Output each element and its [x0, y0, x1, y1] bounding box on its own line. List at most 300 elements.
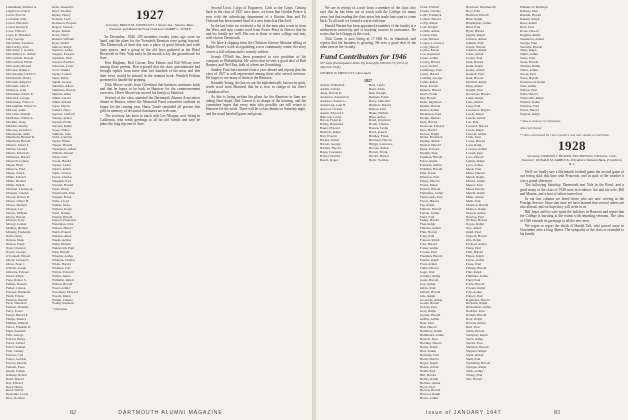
list-item: Miller, Neil R. — [6, 182, 26, 187]
list-item: Turner, Arthur — [52, 167, 71, 172]
list-item: Sullivan, John — [52, 131, 71, 136]
list-item: Towle, Harold — [52, 159, 71, 164]
list-item: Hart, Arthur — [420, 348, 437, 353]
list-item: Briggs, Lawrence — [369, 142, 393, 147]
list-item: Lucy, George — [6, 36, 24, 41]
list-item: Thompson, Alfred — [52, 147, 77, 152]
list-item: Cooper, Lawrence — [420, 40, 445, 45]
class-notes-text — [100, 35, 200, 127]
list-item: Ellis, Frank — [420, 171, 436, 176]
list-item: Coburn, Harold — [420, 16, 441, 21]
list-item: Jewett, Harold — [466, 44, 486, 49]
list-item: Rollins, Harold — [466, 313, 487, 318]
list-item: Cutler, Ralph — [420, 80, 438, 85]
list-item: Brooks, Arthur — [369, 146, 389, 151]
magazine-title: DARTMOUTH ALUMNI MAGAZINE — [118, 410, 223, 416]
list-item: Brown, Frank — [369, 150, 388, 155]
list-item: Daniels, Harold — [420, 88, 441, 93]
list-item: Loveland, John — [6, 16, 27, 21]
paragraph: Bill Jones and his wife spent the holidays in Hanover and report that the College is bursting at the seams with returning veterans. The class of 1928 extends its greetings to all the new men. — [520, 210, 624, 223]
list-item: Stone, Walter — [52, 127, 70, 132]
list-item: Gould, Harold — [420, 301, 440, 306]
list-item: Clarke, Charles — [420, 8, 441, 13]
list-item: Schwartz, Louis — [52, 64, 74, 69]
list-item: Bennett, Frank — [369, 94, 389, 99]
list-item: Farnsworth, Paul — [420, 194, 443, 199]
list-item: Weeks, Arthur — [52, 238, 71, 243]
list-item: Hoyt, Paul — [466, 8, 481, 13]
list-item: Lang, Paul — [466, 103, 481, 108]
list-item: Madden, Wesley — [6, 123, 29, 128]
list-item: Jordan, Paul — [466, 56, 483, 61]
list-item: Stearns, Frank — [52, 119, 72, 124]
list-item: Miles, Arthur — [466, 194, 484, 199]
list-item: Wood, Harold — [520, 107, 539, 112]
list-item: Lee, Paul — [466, 119, 479, 124]
list-item: Hill, Harold — [420, 372, 436, 377]
list-item: McCready, Russell — [6, 64, 32, 69]
list-item: Leonard, Harold — [466, 123, 488, 128]
list-item: Pond, Paul — [466, 277, 481, 282]
list-item: Anderson, Kenneth R. — [320, 94, 350, 99]
list-item: Cox, Raymond — [420, 52, 440, 57]
list-item: Rogers, Vernon — [52, 24, 73, 29]
list-item: Fisher, Harold — [420, 218, 439, 223]
list-item: Fuller, Harold — [420, 265, 439, 270]
list-item: Howard, Ralph — [420, 392, 441, 397]
list-item: Foss, Harold — [420, 242, 437, 247]
list-item: Stevens, Ralph — [52, 123, 72, 128]
list-item: Wheeler, Arthur — [52, 254, 74, 259]
list-item: Lovett, Harold E. — [6, 20, 30, 25]
list-item: Eastman, Harold — [420, 155, 443, 160]
list-item: McCarthy, J. Gordon — [6, 48, 34, 53]
list-item: Dole, Harold — [420, 119, 438, 124]
list-item: Reynolds, Lewis — [6, 392, 29, 397]
list-item: Field, Paul — [420, 214, 435, 219]
list-item: Dwight, Paul — [420, 151, 438, 156]
list-item: Tucker, Lester — [52, 163, 71, 168]
list-item: Smith, Roland — [52, 99, 72, 104]
list-item: Read, Henry — [6, 384, 23, 389]
list-item: Weld, Harold — [520, 91, 538, 96]
list-item: Quinn, Joseph — [6, 368, 25, 373]
list-item: Palmer, Donald — [6, 281, 27, 286]
list-item: Cross, Robert — [420, 64, 439, 69]
list-item: Mansfield, Harold — [6, 139, 31, 144]
list-item: Johnson, Ralph — [466, 48, 487, 53]
list-item: Meserve, Fred — [6, 167, 26, 172]
class-list-column-1 — [6, 6, 50, 404]
list-item: Patch, Edwin — [6, 293, 24, 298]
list-item: Griffin, Arthur — [420, 317, 440, 322]
list-item: Merrill, Ralph — [466, 190, 485, 195]
contributed-note: Also contributed — [520, 125, 542, 130]
list-item: Lyman, Ralph — [466, 159, 485, 164]
list-item: Keith, Ralph — [466, 64, 483, 69]
list-item: O'Neill, Joseph — [6, 265, 27, 270]
list-item: Safford, Ralph — [52, 44, 72, 49]
list-item: Ramsey, Robert — [6, 372, 28, 377]
list-item: Gardner, Ralph — [420, 273, 441, 278]
list-item: Sewall, Paul — [466, 341, 483, 346]
list-item: Riley, Thomas — [52, 8, 72, 13]
list-item: Taylor, Elmer — [52, 139, 71, 144]
list-item: Scott, Walker — [52, 68, 70, 73]
list-item: Winslow, Paul — [520, 103, 540, 108]
list-item: Bates, Lawrence — [320, 150, 342, 155]
list-item: Lorch, Fred W. — [6, 12, 26, 17]
list-item: Eldridge, Harold — [420, 167, 443, 172]
list-item: Mullins, Herbert — [6, 226, 28, 231]
list-item: Sawtelle, Harold — [520, 44, 543, 49]
list-item: Pollard, Henry — [6, 337, 26, 342]
class-notes-continued — [206, 6, 306, 404]
list-item: Packard, Arthur — [466, 242, 487, 247]
list-item: Harding, Harold — [420, 341, 442, 346]
list-item: Patten, Ralph — [466, 254, 484, 259]
list-item: Kendall, Paul — [466, 72, 484, 77]
list-item: Goodwin, Arthur — [420, 297, 443, 302]
list-item: Rowe, Harold — [520, 28, 539, 33]
list-item: Corey, Harold — [420, 44, 439, 49]
list-item: Davis, Frank — [420, 91, 438, 96]
list-item: Nye, Arthur — [466, 226, 482, 231]
list-item: Gibbs, Paul — [420, 285, 436, 290]
list-item: Lyon, Arthur — [466, 163, 484, 168]
list-item: Slade, Arthur — [466, 352, 484, 357]
list-item: Dorr, Harold — [420, 127, 437, 132]
list-item: Frost, Arthur — [420, 261, 438, 266]
list-item: Warren, Frederick — [52, 218, 76, 223]
list-item: Shaw, Ralph — [520, 48, 537, 53]
list-item: Harris, Ralph — [420, 344, 438, 349]
list-item: Putnam, W. Rudolph — [520, 6, 548, 9]
list-item: Tracy, Harold — [520, 76, 539, 81]
list-item: Everett, Harold — [420, 186, 441, 191]
list-item: McClelland, C. Arthur — [6, 52, 36, 57]
list-item: Underwood, Ralph — [520, 80, 546, 85]
list-item: Richardson, Arthur — [466, 305, 492, 310]
paragraph: Dick Moore writes from Cleveland that business continues brisk and that he hopes to be back in Hanover for the commencement exercises. Oliver Moore has moved his family to Hartford. — [100, 82, 200, 96]
list-item: Hanson, Paul — [420, 337, 438, 342]
list-item: Atwood, Charles — [320, 106, 343, 111]
paragraph: Ken Brigham, Red Carson, Don Palmer and Bill Wilson were among those present. Don reported that the class questionnaire had brought replies from more than two hundred of the men, and that their news would be printed in the reunion book. Wendell Perkins promised to handle the printing. — [100, 60, 200, 82]
class-officers-1928: Secretary, OSMOND J. BUTLER, Pine Hill Farm, Old Lyme, Conn. Treasurer: DONALD M. ZARBOCK, Providence National Bank, Providence, R. I. — [521, 154, 623, 167]
list-item: Marble, Donald — [6, 147, 27, 152]
list-item: Vincent, Harold — [52, 182, 74, 187]
paragraph: Nick Carter is now living at 17 Hill St., in Stamford, and reports that his business is growing. He sees a good deal of the other men in the vicinity. — [320, 36, 416, 50]
list-item: Rowe, Harry — [52, 32, 70, 37]
list-item: Bell, Dwight — [369, 90, 387, 95]
paragraph: We regret to report the death of Harold Taft, who passed away in November after a long illness. The sympathy of the class is extended to his family. — [520, 223, 624, 236]
paragraph: The secretary has been in touch with Lee Morgan, now living in California, who sends greetings to all his old friends and says he plans the long trip east in June. — [100, 113, 200, 127]
list-item: Sherman, Albert — [52, 84, 74, 89]
list-item: Paine, Paul — [466, 246, 481, 251]
deceased-note: * Deceased. — [52, 307, 68, 312]
list-item: Hammond, Arthur — [420, 333, 445, 338]
list-item: Bradley, Frank — [369, 134, 389, 139]
list-item: McLean, Allen — [6, 107, 26, 112]
list-item: Hale, Paul — [420, 321, 434, 326]
list-item: Owen, Ralph — [6, 273, 24, 278]
list-item: Cole, Dwight — [420, 24, 438, 29]
list-item: Wade, Henry — [52, 186, 70, 191]
list-item: Wyman, Ralph — [520, 111, 540, 116]
list-item: Swift, Carleton — [52, 135, 73, 140]
list-item: Payne, Arthur — [466, 258, 485, 262]
list-item: Gray, Ralph — [420, 309, 436, 314]
list-item: Greene, Harold — [420, 313, 441, 318]
fund-contributors-list — [320, 84, 416, 163]
list-item: Flint, Harold — [420, 230, 438, 235]
list-item: Sanborn, Leslie — [52, 48, 73, 53]
list-item: Bowen, Leslie — [369, 126, 389, 131]
list-item: Pratt, Stanley — [6, 348, 24, 353]
paragraph: We have a clipping from the Christian Science Monitor telling of Ralph Owen's work in organizing a new community center; the story covers a full column and is warmly written. — [206, 41, 306, 54]
list-item: Pierce, Franklin D. — [6, 325, 32, 330]
list-item: Dunbar, Harold — [420, 143, 441, 148]
list-item: Plummer, Arthur — [466, 273, 489, 278]
list-item: Luce, Harold — [466, 155, 484, 160]
list-item: Rand, Harold — [6, 376, 24, 381]
list-item: McLellan, Dwight — [6, 111, 31, 116]
list-item: Dudley, Arthur — [420, 139, 440, 144]
list-item: Pray, Arthur — [466, 289, 483, 294]
list-item: Wright, Chester — [52, 297, 73, 302]
list-item: Newton, Paul — [466, 214, 484, 219]
list-item: Shedd, George — [52, 80, 72, 85]
list-item: Hyde, Harold — [466, 28, 484, 33]
list-item: Swan, Harold — [520, 60, 539, 65]
list-item: Raymond, Harold — [466, 297, 490, 302]
list-item: Beal, Lewis — [369, 82, 385, 87]
list-item: Tibbetts, Robert — [52, 151, 74, 156]
list-item: Young, Kenneth — [52, 301, 74, 306]
list-item: Locke, Harold — [466, 139, 486, 144]
list-item: Odell, Paul — [466, 230, 481, 235]
list-item: Hurd, Paul — [466, 24, 481, 29]
paragraph: Well, we finally saw a Dartmouth football game the second game of our losing skid, this time with Princeton, and in spite of the weather it was a grand afternoon. — [520, 170, 624, 183]
list-item: Fellows, Harold — [420, 206, 442, 211]
list-item: Bartlett, Harold — [320, 146, 341, 151]
list-item: Nichols, Harold — [466, 218, 488, 223]
list-item: Warner, Harold — [52, 214, 73, 219]
list-item: Folsom, Ralph — [420, 238, 440, 243]
list-item: Adams, Gilbert — [320, 86, 341, 91]
list-item: Judd, Harold — [466, 60, 484, 65]
list-item: Pearson, Harold — [6, 297, 28, 302]
list-item: Day, Harold — [420, 95, 437, 100]
paragraph: In the last letter we reviewed a list of the men who wrote in from the West, and now comes word from Foster Perry in Denver that he and his family are well. His son is about to enter college and may well choose Dartmouth. — [206, 23, 306, 41]
list-item: Wagner, Frank — [52, 194, 72, 199]
list-item: Matthews, Harold — [6, 155, 30, 160]
list-item: Morton, Perry — [6, 218, 25, 223]
list-item: Saunders, Paul — [52, 56, 72, 61]
list-item: McKellar, George — [6, 95, 30, 100]
list-item: Walton, Paul — [520, 88, 537, 93]
list-item: Leach, Ralph — [466, 111, 484, 116]
list-item: Somers, Dana — [52, 107, 71, 112]
list-item: Eaton, Ralph — [420, 159, 438, 164]
list-item: Sawyer, Bernard — [52, 60, 75, 65]
list-item: Russell, William — [52, 36, 74, 41]
list-item: Hazen, Arthur — [420, 364, 439, 369]
list-item: Andrews, Robert G. — [320, 98, 347, 103]
list-item: Phelps, Dudley — [6, 317, 27, 322]
list-item: Gay, Arthur — [420, 281, 436, 286]
class-notes-1928 — [520, 6, 624, 404]
class-officers: Secretary, BRUCE M. LIPPINCOTT, 1 Sussex Ave., Newton, Mass. Treasurer and Memorial Fund Chairman: HARRY C. TOWLE — [105, 23, 195, 31]
list-item: McKenzie, Edwin E. — [6, 91, 34, 96]
list-item: Hobbs, Ralph — [420, 376, 439, 381]
list-item: Prince, Gordon — [6, 356, 27, 361]
list-item: Sargent, Edward — [52, 52, 74, 57]
list-item: Page, Robert S. — [6, 277, 27, 282]
list-item: Snow, Myron — [52, 103, 70, 108]
list-item: Hamilton, Ralph — [420, 329, 442, 334]
list-item: Whitcomb, Ralph — [520, 95, 544, 100]
list-item: Martin, Arthur — [466, 178, 486, 183]
list-item: Buck, Norman — [369, 158, 389, 163]
list-item: Wilcox, Edward — [52, 269, 74, 274]
list-item: Stanley, Arthur — [52, 115, 72, 120]
list-item: Fisk, Ralph — [420, 222, 436, 227]
list-item: Fairbanks, Arthur — [420, 190, 444, 195]
list-item: Boyd, Robert — [369, 130, 387, 135]
list-item: Crosby, Harold — [420, 60, 441, 65]
list-item: Sampson, Ralph — [466, 333, 488, 338]
list-item: Mitchell, Thomas A. — [6, 186, 34, 191]
list-item: Barrett, George — [320, 142, 341, 147]
list-item: Piper, Kenneth — [6, 329, 26, 334]
list-item: Spaulding, Harold — [466, 360, 491, 365]
list-item: Lane, Arthur — [466, 99, 483, 104]
list-item: Howe, Arthur — [420, 396, 439, 401]
list-item: Moulton, Harold — [466, 202, 489, 207]
list-item: Lincoln, Arthur — [466, 131, 487, 136]
list-item: Mongan, Charles — [6, 190, 29, 195]
list-item: Beach, Roger — [320, 158, 338, 163]
list-item: Dunn, Edward — [420, 147, 440, 152]
list-item: Norris, George — [6, 250, 26, 255]
list-item: Lippincott, Paul P. — [6, 8, 31, 13]
list-item: Kimball, Ralph — [466, 80, 487, 85]
list-item: Ingalls, Ralph — [466, 32, 485, 37]
list-item: Lindemann, Richard A. — [6, 6, 37, 9]
paragraph: In December, 1946, 105 members twenty years ago were on hand, and the plans for the Twentieth Reunion were going forward. The Dartmouth of their day was a place of good friends and wide open spaces, and a group of the old boys gathered at the Hotel Roosevelt in New York early in the month to lay the groundwork for June. — [100, 34, 200, 61]
list-item: Mayer, Hans — [6, 163, 23, 168]
list-item: Taft, Harold — [466, 376, 483, 381]
class-notes-1927 — [100, 6, 200, 404]
list-item: Reed, Wilbur — [6, 388, 24, 393]
list-item: Sabin, Harold — [466, 329, 485, 334]
list-item: McCormack, Elliott — [6, 60, 33, 65]
list-item: Fowler, Paul — [420, 250, 437, 255]
issue-label: Issue of JANUARY 1947 — [426, 410, 502, 416]
list-item: Richards, Ralph — [466, 301, 488, 306]
list-item: Sanderson, Arthur — [520, 36, 544, 41]
fund-list-column-d — [466, 6, 516, 404]
list-item: Emery, Harold — [420, 178, 440, 183]
list-item: Conant, Paul — [420, 32, 438, 37]
list-item: Austin, Edward T. — [320, 110, 345, 115]
class-notes-text-end — [320, 6, 416, 50]
list-item: Nelson, Dean — [6, 238, 24, 243]
list-item: Perkins, Wendell — [6, 305, 29, 310]
list-item: Lawrence, Harold — [466, 107, 490, 112]
list-item: Barnes, Walter — [320, 138, 340, 143]
list-item: McCullough, Ulrich C. — [6, 72, 37, 77]
list-item: Moody, Robert R. — [6, 194, 30, 199]
list-item: McLaughlin, Walter D. — [6, 103, 37, 108]
list-item: Lowell, Paul — [466, 151, 483, 156]
list-item: Tuttle, Vernon — [52, 171, 71, 176]
list-item: Perry, Foster — [6, 309, 23, 314]
paragraph: The following Saturday, Dartmouth met Yale in the Bowl, and a good many of the class of 1928 were in evidence. Joe and his wife, Bill and Marian, and a host of others turned out. — [520, 183, 624, 196]
list-item: McGrath, John E. — [6, 84, 30, 89]
list-item: Robinson, Eugene — [52, 20, 77, 25]
list-item: Babcock, Lester — [320, 114, 342, 119]
list-item: Rice, Norman — [6, 396, 25, 401]
list-item: Allen, Harold D. — [320, 90, 343, 95]
list-item: Bacon, Frank R. — [320, 118, 342, 123]
list-item: Dodge, Herbert — [420, 115, 441, 120]
list-item: Park, Harold — [466, 250, 483, 255]
list-item: Wallace, Roger — [52, 206, 73, 211]
list-item: Donovan, Edward — [420, 123, 444, 128]
paragraph: Several of the class attended the Dartmouth Alumni Association dinner in Boston, where the Memorial Fund committee outlined its hopes for the coming year. Harry Towle reminded all present that gifts in memory of deceased classmates are welcome. — [100, 96, 200, 113]
list-item: Gilbert, Harold — [420, 289, 441, 294]
list-item: Walker, Dean — [52, 202, 70, 207]
list-item: Woodbury, Howard — [52, 289, 78, 294]
list-item: Sears, Arthur — [466, 337, 484, 342]
list-item: Hunt, Ralph — [466, 16, 483, 21]
list-item: Maloney, Donald C. — [6, 127, 33, 132]
page-number-left: 82 — [70, 410, 76, 416]
list-item: McCormick, Donald — [6, 56, 34, 61]
list-item: Smith, Gerald — [52, 95, 71, 100]
list-item: Hubbard, Harold — [466, 12, 489, 17]
list-item: Platt, George — [6, 333, 24, 338]
list-item: Armstrong, John H. — [320, 102, 347, 107]
list-item: Moore, Richard — [6, 202, 27, 207]
list-item: Ward, Stanley — [52, 210, 71, 215]
list-item: Loyd, R. Hickman — [6, 32, 31, 37]
list-item: Thayer, Harold — [52, 143, 73, 148]
list-item: Shepard, Ralph — [466, 348, 487, 353]
paragraph: We are in receipt of a note from a member of the class who says that he has been out of touch with the College for many years, but that reading the class notes has made him want to come back. To all such we extend a warm welcome. — [320, 6, 416, 23]
list-item: Roper, Daniel — [52, 28, 71, 33]
list-item: Fletcher, Arthur — [420, 226, 441, 231]
list-item: Woods, Ralph — [52, 293, 71, 298]
list-item: Colby, Ralph — [420, 20, 438, 25]
list-item: Freeman, Harold — [420, 254, 443, 259]
list-item: Proctor, Harold — [6, 360, 27, 365]
list-item: Cotton, Edwin — [420, 48, 440, 53]
page-number-right: 83 — [553, 410, 560, 416]
list-item: Dana, Everett — [420, 84, 439, 89]
list-item: Macklin, Doug — [6, 119, 26, 124]
list-item: Wadsworth, Paul — [52, 190, 75, 195]
list-item: Knowlton, Harold — [466, 91, 490, 96]
list-item: Brewster, Harold — [369, 138, 392, 143]
list-item: Leavitt, Arthur — [466, 115, 486, 120]
list-item: Snell, Paul — [466, 356, 481, 361]
list-item: Lovell, Robert P. — [6, 24, 29, 29]
list-item: Willard, Arthur — [520, 99, 541, 104]
class-year-heading-1928: 1928 — [558, 138, 586, 154]
